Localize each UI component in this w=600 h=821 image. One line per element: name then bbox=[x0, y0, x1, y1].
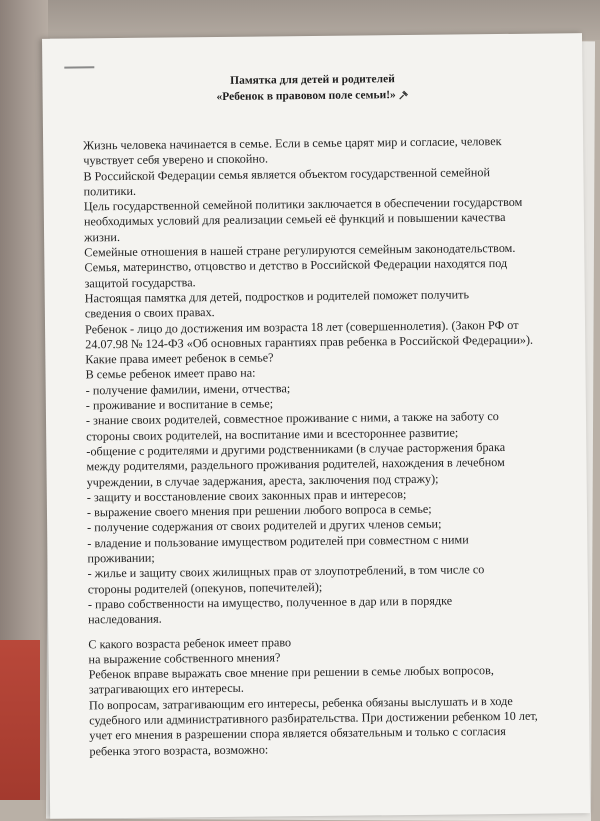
pencil-mark bbox=[64, 66, 94, 68]
body-block-2 bbox=[88, 632, 564, 759]
pin-icon bbox=[399, 90, 409, 100]
text-line: Семейные отношения в нашей стране регулируются семейным законодательством. bbox=[84, 240, 516, 260]
text-line: ребенка этого возраста, возможно: bbox=[89, 742, 269, 758]
text-line: - жилье и защиту своих жилищных прав от злоупотреблений, в том числе со bbox=[87, 562, 485, 581]
text-line: Какие права имеет ребенок в семье? bbox=[85, 350, 274, 367]
text-line: наследования. bbox=[88, 611, 162, 627]
text-line: проживании; bbox=[87, 550, 155, 566]
text-line: 24.07.98 № 124-ФЗ «Об основных гарантиях прав ребенка в Российской Федерации»). bbox=[85, 332, 534, 352]
text-line: - защиту и восстановление своих законных прав и интересов; bbox=[86, 486, 407, 505]
text-line: учет его мнения в разрешении спора является обязательным и только с согласия bbox=[89, 724, 506, 743]
text-line: - владение и пользование имуществом родителей при совместном с ними bbox=[87, 532, 469, 551]
text-line: стороны родителей (опекунов, попечителей); bbox=[87, 579, 323, 596]
text-line: чувствует себя уверено и спокойно. bbox=[83, 151, 269, 168]
text-line: - знание своих родителей, совместное проживание с ними, а также на заботу со bbox=[85, 409, 499, 428]
text-line: на выражение собственного мнения? bbox=[88, 650, 281, 667]
text-line: В семье ребенок имеет право на: bbox=[85, 366, 256, 382]
text-line: судебного или административного разбирательства. При достижении ребенком 10 лет, bbox=[89, 708, 538, 728]
text-line: В Российской Федерации семья является объектом государственной семейной bbox=[83, 164, 491, 183]
text-line: По вопросам, затрагивающим его интересы, ребенка обязаны выслушать и в ходе bbox=[88, 693, 513, 713]
text-line: политики. bbox=[83, 183, 137, 199]
text-line: стороны своих родителей, на воспитание ими и всестороннее развитие; bbox=[86, 425, 459, 444]
body-block-1 bbox=[83, 133, 563, 627]
text-line: С какого возраста ребенок имеет право bbox=[88, 634, 292, 651]
document-title bbox=[162, 70, 462, 105]
text-line: защитой государства. bbox=[84, 274, 196, 291]
title-line-2: «Ребенок в правовом поле семьи!» bbox=[216, 89, 396, 104]
text-line: затрагивающих его интересы. bbox=[88, 681, 244, 697]
text-line: между родителями, раздельного проживания родителей, нахождения в лечебном bbox=[86, 455, 505, 474]
paper-sheet bbox=[42, 33, 590, 819]
text-line: Ребенок - лицо до достижения им возраста 18 лет (совершеннолетия). (Закон РФ от bbox=[84, 317, 519, 336]
text-line: - получение содержания от своих родителей и других членов семьи; bbox=[87, 517, 442, 535]
text-line: Ребенок вправе выражать свое мнение при решении в семье любых вопросов, bbox=[88, 663, 494, 682]
title-line-1: Памятка для детей и родителей bbox=[230, 73, 395, 87]
text-line: Цель государственной семейной политики заключается в обеспечении государством bbox=[83, 194, 523, 214]
text-line: Семья, материнство, отцовство и детство в Российской Федерации находятся под bbox=[84, 256, 508, 275]
text-line: Жизнь человека начинается в семье. Если в семье царят мир и согласие, человек bbox=[83, 134, 502, 153]
text-line: необходимых условий для реализации семьей её функций и повышении качества bbox=[83, 210, 506, 229]
background-red-surface bbox=[0, 640, 40, 800]
title-line-2-wrapper bbox=[163, 86, 463, 105]
text-line: учреждении, в случае задержания, ареста, заключения под стражу); bbox=[86, 471, 439, 489]
text-line: - выражение своего мнения при решении любого вопроса в семье; bbox=[86, 501, 432, 520]
text-line: - проживание и воспитание в семье; bbox=[85, 396, 274, 413]
text-line: - право собственности на имущество, полученное в дар или в порядке bbox=[87, 593, 453, 612]
text-line: сведения о своих правах. bbox=[84, 305, 215, 321]
document-body bbox=[83, 133, 564, 759]
text-line: - получение фамилии, имени, отчества; bbox=[85, 380, 291, 398]
text-line: -общение с родителями и другими родственниками (в случае расторжения брака bbox=[86, 439, 506, 459]
text-line: Настоящая памятка для детей, подростков и родителей поможет получить bbox=[84, 287, 470, 306]
text-line: жизни. bbox=[84, 229, 121, 245]
